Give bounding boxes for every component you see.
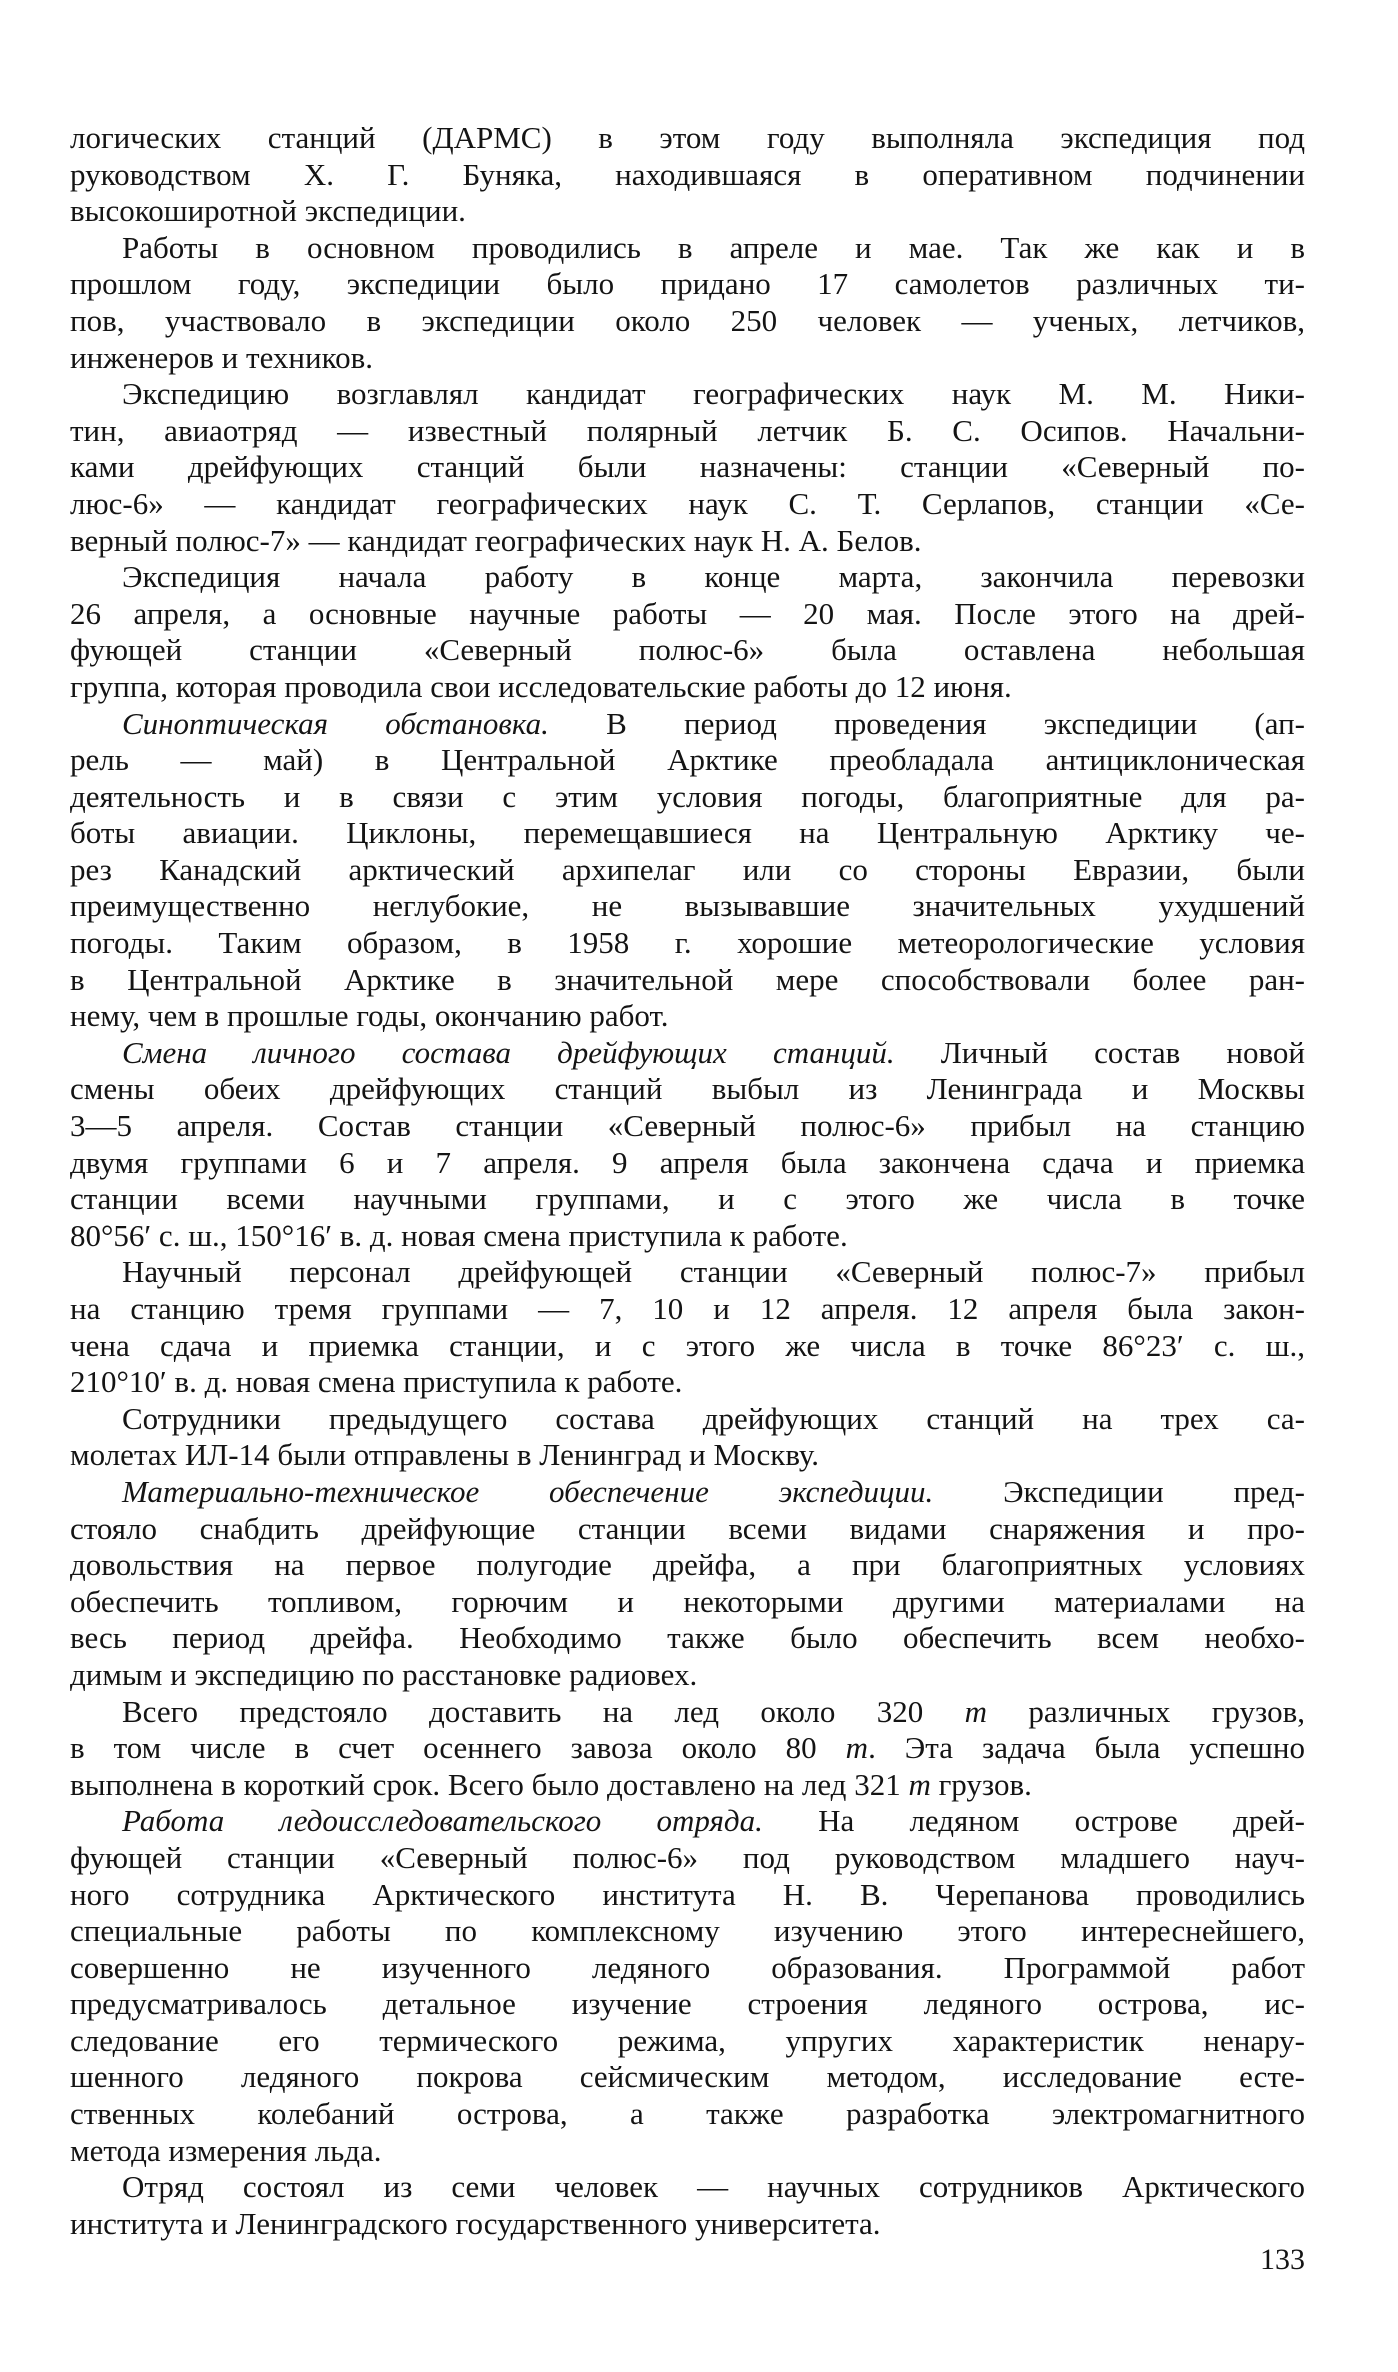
paragraph: [70, 1694, 1305, 1804]
text-line: [70, 1694, 1305, 1731]
text-segment: в том числе в счет осеннего завоза около 80: [70, 1730, 846, 1766]
text-segment: обеспечить топливом, горючим и некоторыми другими материалами на: [70, 1583, 1305, 1619]
text-line: [70, 1950, 1305, 1987]
text-line: [70, 1254, 1305, 1291]
text-segment: 210°10′ в. д. новая смена приступила к работе.: [70, 1364, 683, 1400]
text-segment: рель — май) в Центральной Арктике преобладала антициклоническая: [70, 742, 1305, 778]
text-line: [70, 1620, 1305, 1657]
paragraph: [70, 706, 1305, 1035]
text-line: [70, 998, 1305, 1035]
text-line: [70, 1218, 1305, 1255]
text-segment: ственных колебаний острова, а также разработка электромагнитного: [70, 2096, 1305, 2132]
text-line: [70, 120, 1305, 157]
text-line: [70, 2059, 1305, 2096]
text-segment: На ледяном острове дрей-: [762, 1803, 1305, 1839]
text-line: [70, 706, 1305, 743]
text-line: [70, 1145, 1305, 1182]
text-segment: станции всеми научными группами, и с этого же числа в точке: [70, 1181, 1305, 1217]
paragraph: [70, 1803, 1305, 2169]
text-line: [70, 632, 1305, 669]
text-segment: 80°56′ с. ш., 150°16′ в. д. новая смена приступила к работе.: [70, 1217, 848, 1253]
text-segment: следование его термического режима, упругих характеристик ненару-: [70, 2022, 1305, 2058]
text-segment: Работы в основном проводились в апреле и мае. Так же как и в: [122, 229, 1305, 265]
text-line: [70, 1986, 1305, 2023]
text-line: [70, 449, 1305, 486]
text-segment: высокоширотной экспедиции.: [70, 193, 466, 229]
text-line: [70, 1913, 1305, 1950]
text-line: [70, 1803, 1305, 1840]
text-segment: фующей станции «Северный полюс-6» была оставлена небольшая: [70, 632, 1305, 668]
paragraph: [70, 120, 1305, 230]
text-line: [70, 1730, 1305, 1767]
text-segment: люс-6» — кандидат географических наук С. Т. Серлапов, станции «Се-: [70, 485, 1305, 521]
text-line: [70, 193, 1305, 230]
text-line: [70, 852, 1305, 889]
text-line: [70, 1437, 1305, 1474]
text-line: [70, 1584, 1305, 1621]
text-line: [70, 413, 1305, 450]
text-segment: нему, чем в прошлые годы, окончанию работ.: [70, 998, 669, 1034]
paragraph: [70, 1035, 1305, 1255]
paragraph: [70, 2169, 1305, 2242]
text-segment: в Центральной Арктике в значительной мере способствовали более ран-: [70, 961, 1305, 997]
text-line: [70, 1547, 1305, 1584]
text-line: [70, 559, 1305, 596]
text-line: [70, 779, 1305, 816]
text-segment: . Эта задача была успешно: [868, 1730, 1305, 1766]
paragraph: [70, 1401, 1305, 1474]
text-line: [70, 2206, 1305, 2243]
text-segment: совершенно не изученного ледяного образования. Программой работ: [70, 1949, 1305, 1985]
text-segment: верный полюс-7» — кандидат географических наук Н. А. Белов.: [70, 522, 922, 558]
text-line: [70, 376, 1305, 413]
text-line: [70, 340, 1305, 377]
text-line: [70, 1474, 1305, 1511]
text-line: [70, 1291, 1305, 1328]
text-segment: весь период дрейфа. Необходимо также было обеспечить всем необхо-: [70, 1620, 1305, 1656]
text-segment: Научный персонал дрейфующей станции «Северный полюс-7» прибыл: [122, 1254, 1305, 1290]
text-segment: молетах ИЛ-14 были отправлены в Ленинград и Москву.: [70, 1437, 820, 1473]
text-line: [70, 2023, 1305, 2060]
text-segment: выполнена в короткий срок. Всего было доставлено на лед 321: [70, 1766, 909, 1802]
text-line: [70, 157, 1305, 194]
text-line: [70, 1511, 1305, 1548]
text-segment: В период проведения экспедиции (ап-: [548, 705, 1306, 741]
text-segment: рез Канадский арктический архипелаг или со стороны Евразии, были: [70, 851, 1305, 887]
text-segment: грузов.: [930, 1766, 1032, 1802]
text-segment: димым и экспедицию по расстановке радиовех.: [70, 1656, 698, 1692]
text-segment: боты авиации. Циклоны, перемещавшиеся на Центральную Арктику че-: [70, 815, 1305, 851]
text-segment: Личный состав новой: [894, 1034, 1305, 1070]
text-segment: Экспедиции пред-: [933, 1473, 1305, 1509]
text-line: [70, 669, 1305, 706]
text-line: [70, 2096, 1305, 2133]
text-segment: инженеров и техников.: [70, 339, 373, 375]
text-segment: Всего предстояло доставить на лед около 320: [122, 1693, 965, 1729]
text-line: [70, 1181, 1305, 1218]
italic-text: Смена личного состава дрейфующих станций.: [122, 1034, 895, 1070]
text-segment: специальные работы по комплексному изучению этого интереснейшего,: [70, 1913, 1305, 1949]
italic-text: т: [908, 1766, 931, 1802]
text-segment: логических станций (ДАРМС) в этом году выполняла экспедиция под: [70, 120, 1305, 155]
text-segment: Отряд состоял из семи человек — научных сотрудников Арктического: [122, 2169, 1305, 2205]
paragraph: [70, 1254, 1305, 1400]
text-line: [70, 1840, 1305, 1877]
italic-text: т: [964, 1693, 987, 1729]
text-segment: пов, участвовало в экспедиции около 250 человек — ученых, летчиков,: [70, 302, 1305, 338]
text-segment: руководством Х. Г. Буняка, находившаяся в оперативном подчинении: [70, 156, 1305, 192]
text-line: [70, 1035, 1305, 1072]
text-line: [70, 1767, 1305, 1804]
text-line: [70, 230, 1305, 267]
text-segment: стояло снабдить дрейфующие станции всеми видами снаряжения и про-: [70, 1510, 1305, 1546]
text-segment: института и Ленинградского государственного университета.: [70, 2205, 881, 2241]
text-segment: довольствия на первое полугодие дрейфа, а при благоприятных условиях: [70, 1547, 1305, 1583]
text-block: [70, 120, 1305, 2279]
text-segment: деятельность и в связи с этим условия погоды, благоприятные для ра-: [70, 778, 1305, 814]
text-segment: ного сотрудника Арктического института Н. В. Черепанова проводились: [70, 1876, 1305, 1912]
text-line: [70, 1071, 1305, 1108]
text-segment: двумя группами 6 и 7 апреля. 9 апреля была закончена сдача и приемка: [70, 1144, 1305, 1180]
paragraph: [70, 376, 1305, 559]
text-line: [70, 1877, 1305, 1914]
text-segment: фующей станции «Северный полюс-6» под руководством младшего науч-: [70, 1839, 1305, 1875]
text-segment: Экспедиция начала работу в конце марта, закончила перевозки: [122, 559, 1305, 595]
text-segment: Экспедицию возглавлял кандидат географических наук М. М. Ники-: [122, 376, 1305, 412]
text-line: [70, 1108, 1305, 1145]
text-segment: чена сдача и приемка станции, и с этого же числа в точке 86°23′ с. ш.,: [70, 1327, 1305, 1363]
italic-text: Синоптическая обстановка.: [122, 705, 549, 741]
italic-text: т: [845, 1730, 869, 1766]
text-segment: Сотрудники предыдущего состава дрейфующих станций на трех са-: [122, 1400, 1305, 1436]
text-line: [70, 962, 1305, 999]
text-segment: тин, авиаотряд — известный полярный летчик Б. С. Осипов. Начальни-: [70, 412, 1305, 448]
text-line: [70, 523, 1305, 560]
text-segment: на станцию тремя группами — 7, 10 и 12 апреля. 12 апреля была закон-: [70, 1291, 1305, 1326]
text-line: [70, 2133, 1305, 2170]
text-line: [70, 888, 1305, 925]
text-line: [70, 1401, 1305, 1438]
page-number: 133: [1260, 2243, 1305, 2277]
text-segment: смены обеих дрейфующих станций выбыл из Ленинграда и Москвы: [70, 1071, 1305, 1107]
text-line: [70, 925, 1305, 962]
text-line: [70, 596, 1305, 633]
paragraph: [70, 559, 1305, 705]
text-segment: различных грузов,: [986, 1693, 1305, 1729]
text-segment: 3—5 апреля. Состав станции «Северный полюс-6» прибыл на станцию: [70, 1108, 1305, 1144]
text-line: [70, 742, 1305, 779]
text-line: [70, 303, 1305, 340]
text-segment: предусматривалось детальное изучение строения ледяного острова, ис-: [70, 1986, 1305, 2022]
paragraph: [70, 230, 1305, 376]
italic-text: Работа ледоисследовательского отряда.: [122, 1803, 763, 1839]
italic-text: Материально-техническое обеспечение экспедиции.: [122, 1473, 934, 1509]
text-line: [70, 1657, 1305, 1694]
text-line: [70, 2169, 1305, 2206]
text-line: [70, 266, 1305, 303]
text-line: [70, 815, 1305, 852]
text-line: [70, 486, 1305, 523]
text-segment: прошлом году, экспедиции было придано 17 самолетов различных ти-: [70, 266, 1305, 302]
text-line: [70, 1364, 1305, 1401]
text-segment: шенного ледяного покрова сейсмическим методом, исследование есте-: [70, 2059, 1305, 2095]
text-segment: группа, которая проводила свои исследовательские работы до 12 июня.: [70, 668, 1012, 704]
text-segment: метода измерения льда.: [70, 2132, 382, 2168]
text-segment: ками дрейфующих станций были назначены: станции «Северный по-: [70, 449, 1305, 485]
paragraph: [70, 1474, 1305, 1694]
text-segment: погоды. Таким образом, в 1958 г. хорошие метеорологические условия: [70, 925, 1305, 961]
text-segment: преимущественно неглубокие, не вызывавшие значительных ухудшений: [70, 888, 1305, 924]
text-segment: 26 апреля, а основные научные работы — 20 мая. После этого на дрей-: [70, 595, 1305, 631]
text-line: [70, 1328, 1305, 1365]
